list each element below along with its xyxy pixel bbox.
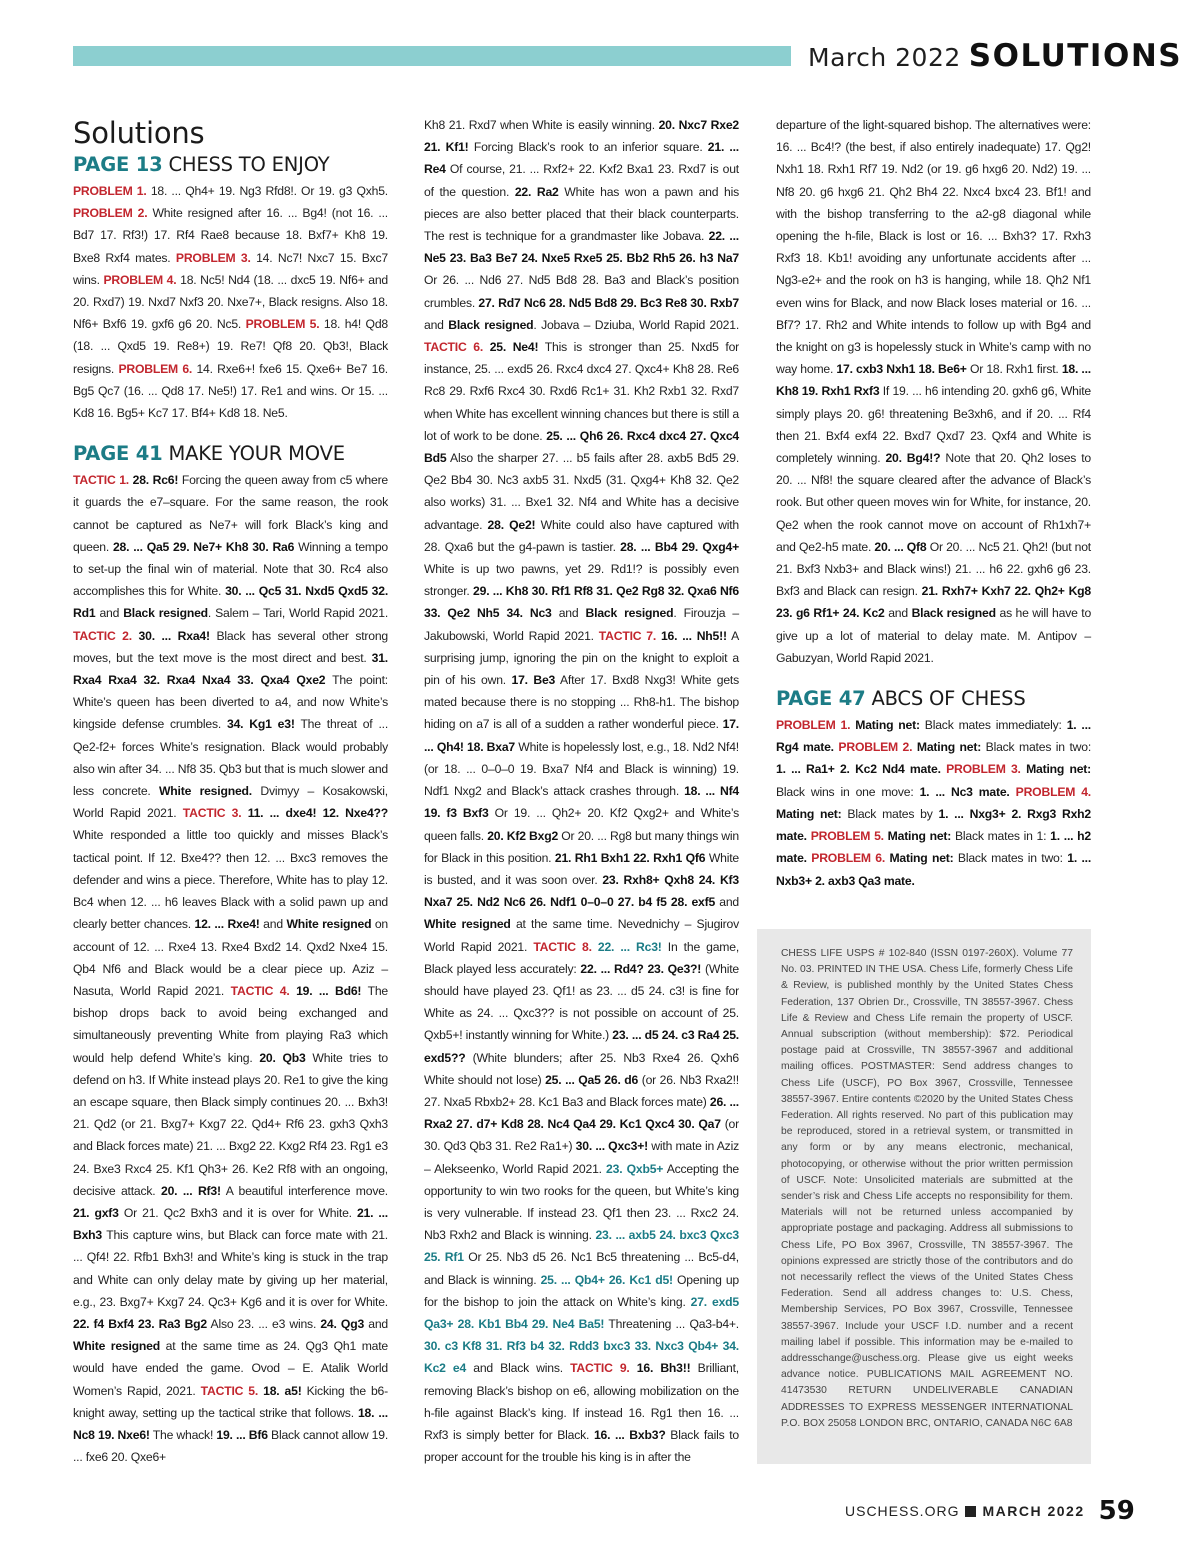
page-13-heading bbox=[73, 152, 388, 178]
page-13-title: CHESS TO ENJOY bbox=[168, 153, 330, 176]
column-1 bbox=[73, 116, 388, 1468]
header-month: March 2022 bbox=[808, 43, 961, 72]
page-47-label: PAGE 47 bbox=[776, 687, 866, 711]
footer-site: USCHESS.ORG bbox=[845, 1503, 960, 1519]
page-47-solutions: PROBLEM 1. Mating net: Black mates immediately: 1. ... Rg4 mate. PROBLEM 2. Mating net: Black mates in two: 1. ... Ra1+ 2. Kc2 Nd4 mate. PROBLEM 3. Mating net: Black wins in one move: 1. ... Nc3 mate. PROBLEM 4. Mating net: Black mates by 1. ... Nxg3+ 2. Rxg3 Rxh2 mate. PROBLEM 5. Mating net: Black mates in 1: 1. ... h2 mate. PROBLEM 6. Mating net: Black mates in two: 1. ... Nxb3+ 2. axb3 Qa3 mate. bbox=[776, 718, 1092, 888]
column-2-text: Kh8 21. Rxd7 when White is easily winning. 20. Nxc7 Rxe2 21. Kf1! Forcing Black’s rook to an inferior square. 21. ... Re4 Of course, 21. ... Rxf2+ 22. Kxf2 Bxa1 23. Rxd7 is out of the question. 22. Ra2 White has won a pawn and his pieces are also better placed that their black counterparts. The rest is technique for a grandmaster like Jobava. 22. ... Ne5 23. Ba3 Be7 24. Nxe5 Rxe5 25. Bb2 Rh5 26. h3 Na7 Or 26. ... Nd6 27. Nd5 Bd8 28. Ba3 and Black’s position crumbles. 27. Rd7 Nc6 28. Nd5 Bd8 29. Bc3 Re8 30. Rxb7 and Black resigned. Jobava – Dziuba, World Rapid 2021. TACTIC 6. 25. Ne4! This is stronger than 25. Nxd5 for instance, 25. ... exd5 26. Rxc4 dxc4 27. Qxc4+ Kh8 28. Re6 Rc8 29. Rxf6 Rxc4 30. Rxd6 Rc1+ 31. Kh2 Rxb1 32. Rxd7 when White has excellent winning chances but there is still a lot of work to be done. 25. ... Qh6 26. Rxc4 dxc4 27. Qxc4 Bd5 Also the sharper 27. ... b5 fails after 28. axb5 Bd5 29. Qe2 Bb4 30. Nc3 axb5 31. Nxd5 (31. Qxg4+ Kh8 32. Qe2 also works) 31. ... Bxe1 32. Nf4 and White has a decisive advantage. 28. Qe2! White could also have captured with 28. Qxa6 but the g4-pawn is tastier. 28. ... Bb4 29. Qxg4+ White is up two pawns, yet 29. Rd1!? is possibly even stronger. 29. ... Kh8 30. Rf1 Rf8 31. Qe2 Rg8 32. Qxa6 Nf6 33. Qe2 Nh5 34. Nc3 and Black resigned. Firouzja – Jakubowski, World Rapid 2021. TACTIC 7. 16. ... Nh5!! A surprising jump, ignoring the pin on the knight to exploit a pin of his own. 17. Be3 After 17. Bxd8 Nxg3! White gets mated because there is no stopping ... Rh8-h1. The bishop hiding on a7 is all of a sudden a rather wonderful piece. 17. ... Qh4! 18. Bxa7 White is hopelessly lost, e.g., 18. Nd2 Nf4! (or 18. ... 0–0–0 19. Bxa7 Nf4 and Black is winning) 19. Ndf1 Nxg2 and Black’s attack crashes through. 18. ... Nf4 19. f3 Bxf3 Or 19. ... Qh2+ 20. Kf2 Qxg2+ and White’s queen falls. 20. Kf2 Bxg2 Or 20. ... Rg8 but many things win for Black in this position. 21. Rh1 Bxh1 22. Rxh1 Qf6 White is busted, and it was soon over. 23. Rxh8+ Qxh8 24. Kf3 Nxa7 25. Nd2 Nc6 26. Ndf1 0–0–0 27. b4 f5 28. exf5 and White resigned at the same time. Nevednichy – Sjugirov World Rapid 2021. TACTIC 8. 22. ... Rc3! In the game, Black played less accurately: 22. ... Rd4? 23. Qe3?! (White should have played 23. Qf1! as 23. ... d5 24. c3! is fine for White as 24. ... Qxc3?? is not possible on account of 25. Qxb5+! instantly winning for White.) 23. ... d5 24. c3 Ra4 25. exd5?? (White blunders; after 25. Nb3 Rxe4 26. Qxh6 White should not lose) 25. ... Qa5 26. d6 (or 26. Nb3 Rxa2!! 27. Nxa5 Rbxb2+ 28. Kc1 Ba3 and Black forces mate) 26. ... Rxa2 27. d7+ Kd8 28. Nc4 Qa4 29. Kc1 Qxc4 30. Qa7 (or 30. Qd3 Qb3 31. Re2 Ra1+) 30. ... Qxc3+! with mate in Aziz – Alekseenko, World Rapid 2021. 23. Qxb5+ Accepting the opportunity to win two rooks for the queen, but White’s king is very vulnerable. If instead 23. Qf1 then 23. ... Rxc2 24. Nb3 Rxh2 and Black is winning. 23. ... axb5 24. bxc3 Qxc3 25. Rf1 Or 25. Nb3 d5 26. Nc1 Bc5 threatening ... Bc5-d4, and Black is winning. 25. ... Qb4+ 26. Kc1 d5! Opening up for the bishop to join the attack on White’s king. 27. exd5 Qa3+ 28. Kb1 Bb4 29. Ne4 Ba5! Threatening ... Qa3-b4+. 30. c3 Kf8 31. Rf3 b4 32. Rdd3 bxc3 33. Nxc3 Qb4+ 34. Kc2 e4 and Black wins. TACTIC 9. 16. Bh3!! Brilliant, removing Black’s bishop on e6, allowing mobilization on the h-file against Black’s king. If instead 16. Rg1 then 16. ... Rxf3 is simply better for Black. 16. ... Bxb3? Black fails to proper account for the trouble his king is in after the bbox=[424, 118, 740, 1465]
footer-square-icon bbox=[965, 1506, 976, 1517]
publication-notice-text: CHESS LIFE USPS # 102-840 (ISSN 0197-260X). Volume 77 No. 03. PRINTED IN THE USA. Chess Life, formerly Chess Life & Review, is published monthly by the United States Chess Federation, 137 Obrien Dr., Crossville, TN 38557-3967. Chess Life & Review and Chess Life remain the property of USCF. Annual subscription (without membership): $72. Periodical postage paid at Crossville, TN 38557-3967 and additional mailing offices. POSTMASTER: Send address changes to Chess Life (USCF), PO Box 3967, Crossville, Tennessee 38557-3967. Entire contents ©2020 by the United States Chess Federation. All rights reserved. No part of this publication may be reproduced, stored in a retrieval system, or transmitted in any form or by any means electronic, mechanical, photocopying, or otherwise without the prior written permission of USCF. Note: Unsolicited materials are submitted at the sender’s risk and Chess Life accepts no responsibility for them. Materials will not be returned unless accompanied by appropriate postage and packaging. Address all submissions to Chess Life, PO Box 3967, Crossville, TN 38557-3967. The opinions expressed are strictly those of the contributors and do not necessarily reflect the views of the United States Chess Federation. Send all address changes to: U.S. Chess, Membership Services, PO Box 3967, Crossville, Tennessee 38557-3967. Include your USCF I.D. number and a recent mailing label if possible. This information may be e-mailed to addresschange@uschess.org. Please give us eight weeks advance notice. PUBLICATIONS MAIL AGREEMENT NO. 41473530 RETURN UNDELIVERABLE CANADIAN ADDRESSES TO EXPRESS MESSENGER INTERNATIONAL P.O. BOX 25058 LONDON BRC, ONTARIO, CANADA N6C 6A8 bbox=[781, 948, 1073, 1429]
page-13-solutions: PROBLEM 1. 18. ... Qh4+ 19. Ng3 Rfd8!. Or 19. g3 Qxh5. PROBLEM 2. White resigned after 16. ... Bg4! (not 16. ... Bd7 17. Rf3!) 17. Rf4 Rae8 because 18. Bxf7+ Kh8 19. Bxe8 Rxf4 mates. PROBLEM 3. 14. Nc7! Nxc7 15. Bxc7 wins. PROBLEM 4. 18. Nc5! Nd4 (18. ... dxc5 19. Nf6+ and 20. Rxd7) 19. Nxd7 Nxf3 20. Nxe7+, Black resigns. Also 18. Nf6+ Bxf6 19. gxf6 g6 20. Nc5. PROBLEM 5. 18. h4! Qd8 (18. ... Qxd5 19. Re8+) 19. Re7! Qf8 20. Qb3!, Black resigns. PROBLEM 6. 14. Rxe6+! fxe6 15. Qxe6+ Be7 16. Bg5 Qc7 (16. ... Qd8 17. Ne5!) 17. Re1 and wins. Or 15. ... Kd8 16. Bg5+ Kc7 17. Bf4+ Kd8 18. Ne5. bbox=[73, 184, 388, 421]
solutions-title: Solutions bbox=[73, 116, 205, 150]
page-header bbox=[808, 38, 1182, 74]
header-accent-bar bbox=[73, 46, 791, 66]
column-3-text: departure of the light-squared bishop. The alternatives were: 16. ... Bc4!? (the best, if also entirely inadequate) 17. Qg2! Nxh1 18. Rxh1 Rf7 19. Nd2 (or 19. g6 hxg6 20. Nd2) 19. ... Nf8 20. g6 hxg6 21. Qh2 Bh4 22. Nxc4 bxc4 23. Bf1! and with the bishop transferring to the a2-g8 diagonal while opening the h-file, Black is lost or 16. ... Bxh3? 17. Rxh3 Rxf3 18. Kb1! avoiding any unfortunate accidents after ... Ng3-e2+ and the rook on h3 is hanging, while 18. Qh2 Nf1 even wins for Black, and now Black loses material or 16. ... Bf7? 17. Rh2 and White intends to follow up with Bg4 and the knight on g3 is hopelessly stuck in White’s camp with no way home. 17. cxb3 Nxh1 18. Be6+ Or 18. Rxh1 first. 18. ... Kh8 19. Rxh1 Rxf3 If 19. ... h6 intending 20. gxh6 g6, White simply plays 20. g6! threatening Be3xh6, and if 20. ... Rf4 then 21. Bxf4 exf4 22. Bxd7 Qxd7 23. Qxf4 and White is completely winning. 20. Bg4!? Note that 20. Qh2 loses to 20. ... Nf8! the square cleared after the advance of Black’s rook. But other queen moves win for White, for instance, 20. Qe2 when the rook cannot move on account of Rh1xh7+ and Qe2-h5 mate. 20. ... Qf8 Or 20. ... Nc5 21. Qh2! (but not 21. Bxf3 Nxb3+ and Black wins!) 21. ... h6 22. gxh6 g6 23. Bxf3 and Black can resign. 21. Rxh7+ Kxh7 22. Qh2+ Kg8 23. g6 Rf1+ 24. Kc2 and Black resigned as he will have to give up a lot of material to delay mate. M. Antipov – Gabuzyan, World Rapid 2021. bbox=[776, 118, 1092, 665]
column-3 bbox=[776, 114, 1091, 892]
page-footer bbox=[845, 1496, 1135, 1526]
footer-page-number: 59 bbox=[1098, 1496, 1135, 1526]
page-13-label: PAGE 13 bbox=[73, 153, 163, 176]
page-47-title: ABCS OF CHESS bbox=[871, 687, 1026, 711]
column-2 bbox=[424, 114, 739, 1468]
publication-notice-box bbox=[757, 929, 1091, 1464]
page-47-heading bbox=[776, 686, 1091, 712]
page-41-solutions: TACTIC 1. 28. Rc6! Forcing the queen away from c5 where it guards the e7–square. For the same reason, the rook cannot be captured as Ne7+ will fork Black’s king and queen. 28. ... Qa5 29. Ne7+ Kh8 30. Ra6 Winning a tempo to set-up the final win of material. Note that 30. Rc4 also accomplishes this for White. 30. ... Qc5 31. Nxd5 Qxd5 32. Rd1 and Black resigned. Salem – Tari, World Rapid 2021. TACTIC 2. 30. ... Rxa4! Black has several other strong moves, but the text move is the most direct and best. 31. Rxa4 Rxa4 32. Rxa4 Nxa4 33. Qxa4 Qxe2 The point: White’s queen has been diverted to a4, and now White’s kingside defense crumbles. 34. Kg1 e3! The threat of ... Qe2-f2+ forces White’s resignation. Black would probably also win after 34. ... Nf8 35. Qb3 but that is much slower and less concrete. White resigned. Dvimyy – Kosakowski, World Rapid 2021. TACTIC 3. 11. ... dxe4! 12. Nxe4?? White responded a little too quickly and misses Black’s tactical point. If 12. Bxe4?? then 12. ... Bxc3 removes the defender and wins a piece. Therefore, White has to play 12. Bc4 when 12. ... h6 leaves Black with a solid pawn up and clearly better chances. 12. ... Rxe4! and White resigned on account of 12. ... Rxe4 13. Rxe4 Bxd2 14. Qxd2 Nxe4 15. Qb4 Nf6 and Black would be a clear piece up. Aziz – Nasuta, World Rapid 2021. TACTIC 4. 19. ... Bd6! The bishop drops back to avoid being exchanged and simultaneously preventing White from playing Ra3 which would help defend White’s king. 20. Qb3 White tries to defend on h3. If White instead plays 20. Re1 to give the king an escape square, then Black simply continues 20. ... Bxh3! 21. Qd2 (or 21. Bxg7+ Kxg7 22. Qd4+ Rf6 23. gxh3 Qxh3 and Black forces mate) 21. ... Bxg2 22. Kxg2 Rf4 23. Rg1 e3 24. Bxe3 Rxc4 25. Kf1 Qh3+ 26. Ke2 Rf8 with an ongoing, decisive attack. 20. ... Rf3! A beautiful interference move. 21. gxf3 Or 21. Qc2 Bxh3 and it is over for White. 21. ... Bxh3 This capture wins, but Black can force mate with 21. ... Qf4! 22. Rfb1 Bxh3! and White’s king is stuck in the trap and White can only delay mate by giving up her material, e.g., 23. Bxg7+ Kxg7 24. Qc3+ Kg6 and it is over for White. 22. f4 Bxf4 23. Ra3 Bg2 Also 23. ... e3 wins. 24. Qg3 and White resigned at the same time as 24. Qg3 Qh1 mate would have ended the game. Ovod – E. Atalik World Women’s Rapid, 2021. TACTIC 5. 18. a5! Kicking the b6-knight away, setting up the tactical strike that follows. 18. ... Nc8 19. Nxe6! The whack! 19. ... Bf6 Black cannot allow 19. ... fxe6 20. Qxe6+ bbox=[73, 473, 389, 1465]
footer-month: MARCH 2022 bbox=[982, 1503, 1085, 1519]
page-41-heading bbox=[73, 441, 388, 467]
page-41-title: MAKE YOUR MOVE bbox=[168, 442, 345, 466]
page-41-label: PAGE 41 bbox=[73, 442, 163, 466]
header-section: SOLUTIONS bbox=[968, 38, 1183, 74]
